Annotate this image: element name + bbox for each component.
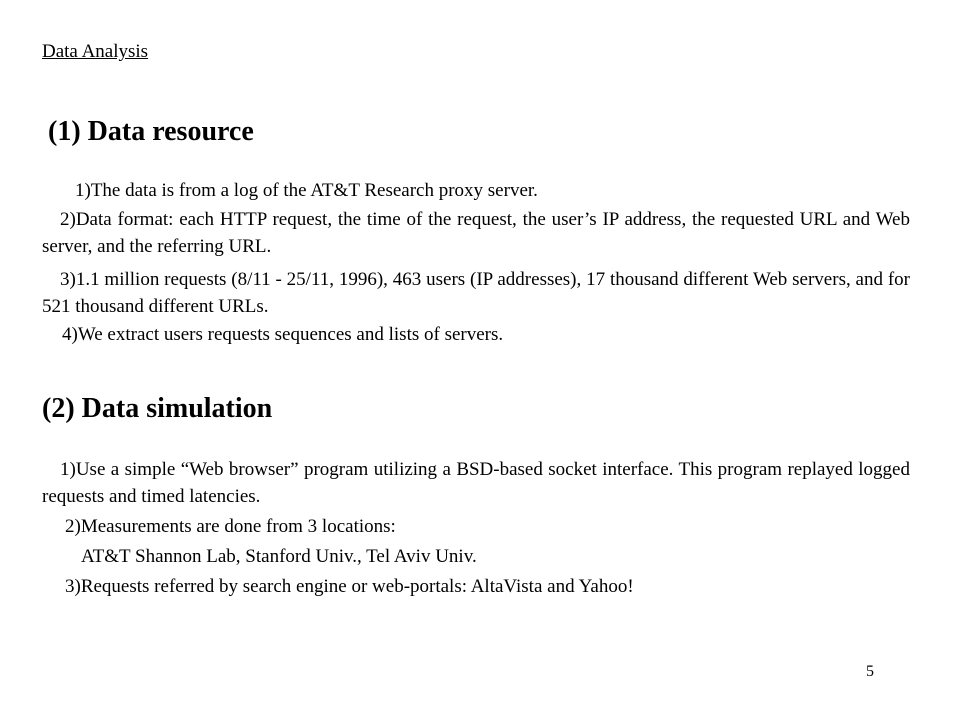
data-simulation-item-1: 1)Use a simple “Web browser” program utilizing a BSD-based socket interface. This program replayed logged requests and timed latencies. [42,459,910,507]
data-resource-item-1: 1)The data is from a log of the AT&T Research proxy server. [75,180,538,201]
data-resource-item-2: 2)Data format: each HTTP request, the time of the request, the user’s IP address, the requested URL and Web server, and the referring URL. [42,209,910,257]
slide-header: Data Analysis [42,41,149,62]
section-title-data-resource: (1) Data resource [48,116,254,147]
data-simulation-item-3: 3)Requests referred by search engine or web-portals: AltaVista and Yahoo! [65,576,634,597]
data-resource-item-4: 4)We extract users requests sequences and lists of servers. [62,324,504,345]
data-resource-item-3: 3)1.1 million requests (8/11 - 25/11, 1996), 463 users (IP addresses), 17 thousand different Web servers, and for 521 thousand different URLs. [42,269,910,317]
section-title-data-simulation: (2) Data simulation [42,393,273,424]
page-number: 5 [866,663,874,680]
data-simulation-item-2: 2)Measurements are done from 3 locations: [65,516,396,537]
data-simulation-locations: AT&T Shannon Lab, Stanford Univ., Tel Aviv Univ. [81,546,477,567]
